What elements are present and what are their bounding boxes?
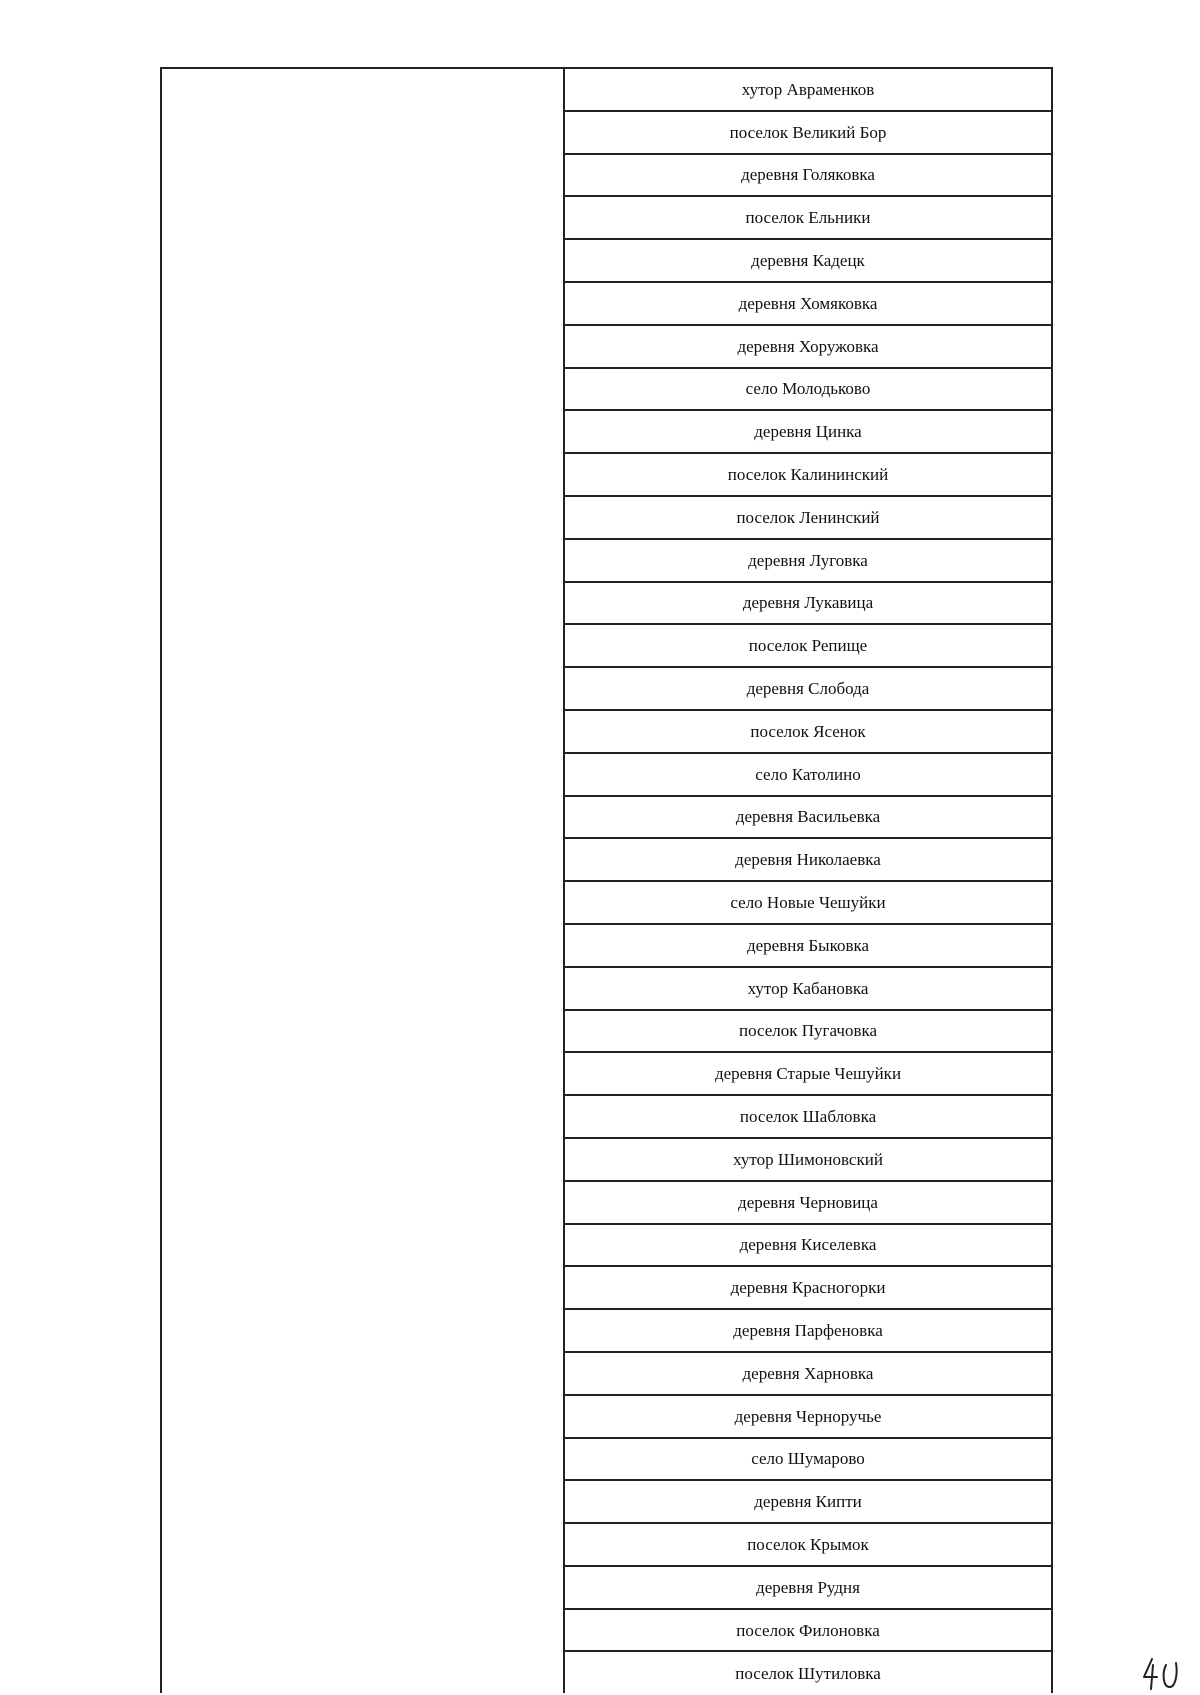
settlement-name: деревня Парфеновка — [733, 1321, 883, 1340]
settlement-name: деревня Цинка — [754, 422, 862, 442]
table-row — [565, 283, 1051, 326]
table-row — [565, 1567, 1051, 1610]
settlement-name: хутор Шимоновский — [733, 1149, 883, 1169]
settlement-name: поселок Пугачовка — [738, 1021, 878, 1041]
settlement-name: поселок Ленинский — [736, 507, 880, 527]
settlement-name: деревня Хомяковка — [738, 293, 878, 313]
settlement-name: село Католино — [755, 764, 861, 784]
settlement-name: поселок Крымок — [747, 1534, 869, 1554]
table-row — [565, 583, 1051, 626]
settlement-name: деревня Кипти — [754, 1492, 862, 1512]
table-row — [565, 668, 1051, 711]
table-row — [565, 1225, 1051, 1268]
settlement-name: поселок Филоновка — [736, 1620, 880, 1640]
table-row — [565, 1011, 1051, 1054]
handwritten-page-number — [1138, 1655, 1188, 1693]
settlement-name: деревня Слобода — [746, 679, 870, 699]
settlement-name: деревня Васильевка — [735, 807, 881, 827]
table-row — [565, 1139, 1051, 1182]
table-left-cell-empty — [162, 69, 565, 1693]
table-row — [565, 69, 1051, 112]
table-row — [565, 711, 1051, 754]
settlement-name: поселок Великий Бор — [729, 122, 887, 142]
settlement-name: хутор Авраменков — [741, 79, 875, 99]
settlement-name: деревня Черноручье — [734, 1406, 882, 1426]
settlement-name: деревня Лукавица — [742, 593, 874, 613]
settlement-name: деревня Киселевка — [739, 1235, 877, 1255]
table-row — [565, 1652, 1051, 1695]
table-row — [565, 1439, 1051, 1482]
table-row — [565, 1396, 1051, 1439]
table-row — [565, 326, 1051, 369]
table-row — [565, 1310, 1051, 1353]
settlement-name: деревня Красногорки — [730, 1278, 886, 1298]
table-row — [565, 754, 1051, 797]
table-row — [565, 1182, 1051, 1225]
table-row — [565, 882, 1051, 925]
settlement-name: деревня Черновица — [738, 1192, 878, 1212]
settlement-name: село Молодьково — [745, 379, 871, 399]
table-row — [565, 1267, 1051, 1310]
table-row — [565, 1096, 1051, 1139]
table-row — [565, 240, 1051, 283]
settlement-name: деревня Старые Чешуйки — [714, 1064, 902, 1084]
settlement-name: деревня Луговка — [748, 550, 868, 570]
settlement-name: деревня Голяковка — [741, 165, 875, 185]
table-row — [565, 1353, 1051, 1396]
settlement-list — [565, 69, 1051, 1693]
table-row — [565, 155, 1051, 198]
settlement-name: поселок Репище — [748, 636, 868, 656]
settlement-name: хутор Кабановка — [747, 978, 869, 998]
table-row — [565, 197, 1051, 240]
table-row — [565, 797, 1051, 840]
table-row — [565, 839, 1051, 882]
settlement-name: деревня Хоружовка — [737, 336, 879, 356]
settlement-name: деревня Быковка — [746, 935, 870, 955]
settlement-name: поселок Ясенок — [750, 721, 866, 741]
table-row — [565, 968, 1051, 1011]
table-row — [565, 925, 1051, 968]
settlements-table — [160, 67, 1053, 1693]
table-row — [565, 454, 1051, 497]
table-row — [565, 411, 1051, 454]
settlement-name: деревня Рудня — [756, 1577, 860, 1597]
settlement-name: поселок Шутиловка — [735, 1664, 881, 1684]
table-row — [565, 497, 1051, 540]
settlement-name: поселок Ельники — [745, 208, 871, 228]
table-row — [565, 1524, 1051, 1567]
table-row — [565, 1053, 1051, 1096]
table-row — [565, 625, 1051, 668]
table-row — [565, 1481, 1051, 1524]
settlement-name: деревня Харновка — [742, 1363, 874, 1383]
table-row — [565, 369, 1051, 412]
settlement-name: поселок Калининский — [727, 465, 889, 485]
table-row — [565, 112, 1051, 155]
settlement-name: деревня Кадецк — [751, 251, 865, 271]
table-row — [565, 540, 1051, 583]
settlement-name: село Новые Чешуйки — [730, 893, 886, 913]
settlement-name: деревня Николаевка — [735, 850, 881, 870]
table-row — [565, 1610, 1051, 1653]
settlement-name: поселок Шабловка — [739, 1107, 877, 1127]
settlement-name: село Шумарово — [751, 1449, 865, 1469]
